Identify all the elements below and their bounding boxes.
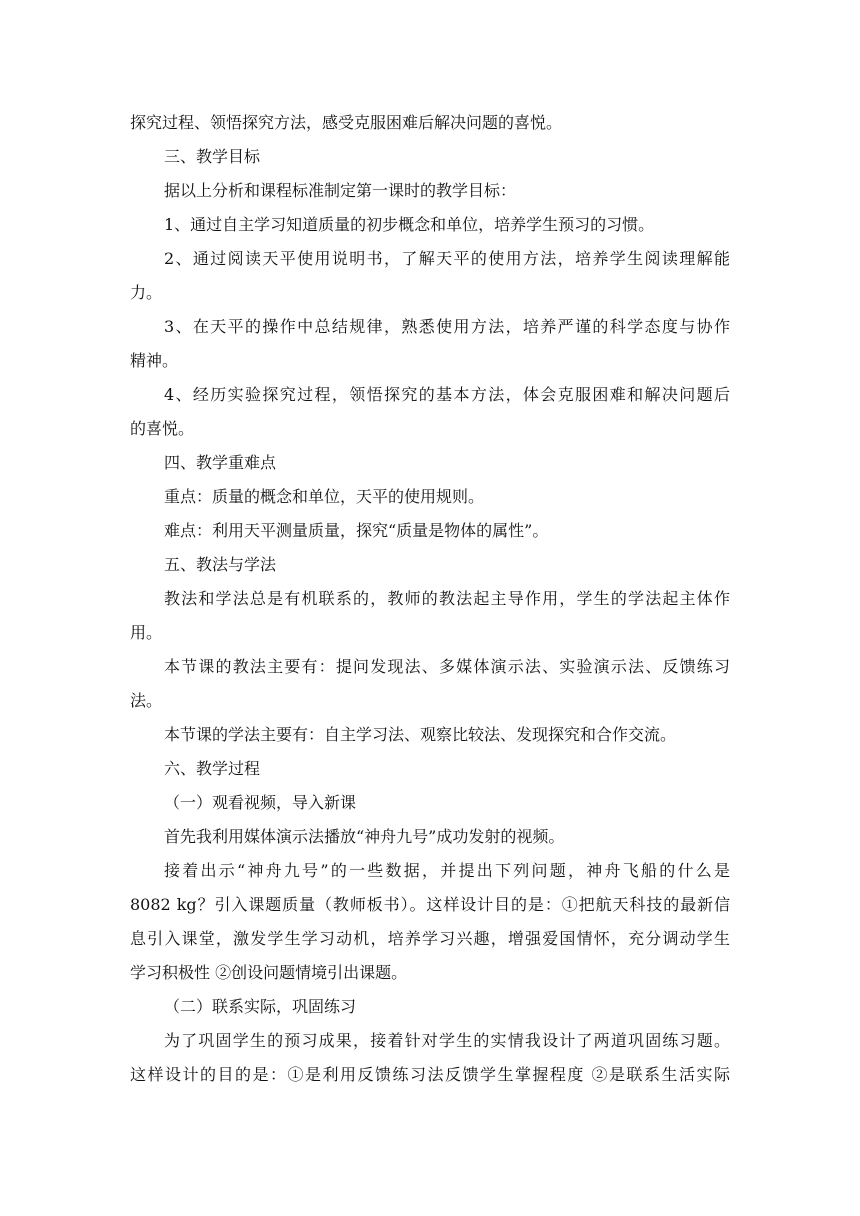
section-heading-methods: 五、教法与学法 [164,555,277,574]
paragraph-line: 息引入课堂，激发学生学习动机，培养学习兴趣，增强爱国情怀，充分调动学生 [130,929,730,948]
paragraph-line: 8082 kg？引入课题质量（教师板书）。这样设计目的是：①把航天科技的最新信 [130,895,730,914]
key-point: 重点：质量的概念和单位，天平的使用规则。 [164,487,485,506]
subsection-heading-video: （一）观看视频，导入新课 [164,793,357,812]
paragraph-line: 教法和学法总是有机联系的，教师的教法起主导作用，学生的学法起主体作 [164,589,730,608]
paragraph-line: 探究过程、领悟探究方法，感受克服困难后解决问题的喜悦。 [130,113,563,132]
paragraph-line: 本节课的学法主要有：自主学习法、观察比较法、发现探究和合作交流。 [164,725,677,744]
document-body [130,106,730,1092]
paragraph-line: 法。 [130,691,163,710]
goal-item-3-continued: 精神。 [130,351,179,370]
paragraph-line: 接着出示“神舟九号”的一些数据，并提出下列问题，神舟飞船的什么是 [164,861,730,880]
goal-item-4-continued: 的喜悦。 [130,419,195,438]
paragraph-line: 据以上分析和课程标准制定第一课时的教学目标： [164,181,517,200]
paragraph-line: 本节课的教法主要有：提问发现法、多媒体演示法、实验演示法、反馈练习 [164,657,730,676]
section-heading-key-points: 四、教学重难点 [164,453,277,472]
goal-item-3: 3、在天平的操作中总结规律，熟悉使用方法，培养严谨的科学态度与协作 [164,317,730,336]
difficult-point: 难点：利用天平测量质量，探究“质量是物体的属性”。 [164,521,549,540]
paragraph-line: 这样设计的目的是：①是利用反馈练习法反馈学生掌握程度 ②是联系生活实际 [130,1065,730,1084]
goal-item-1: 1、通过自主学习知道质量的初步概念和单位，培养学生预习的习惯。 [164,215,655,234]
goal-item-2-continued: 力。 [130,283,163,302]
section-heading-process: 六、教学过程 [164,759,261,778]
paragraph-line: 首先我利用媒体演示法播放“神舟九号”成功发射的视频。 [164,827,565,846]
section-heading-teaching-goals: 三、教学目标 [164,147,261,166]
goal-item-2: 2、通过阅读天平使用说明书，了解天平的使用方法，培养学生阅读理解能 [164,249,730,268]
goal-item-4: 4、经历实验探究过程，领悟探究的基本方法，体会克服困难和解决问题后 [164,385,730,404]
paragraph-line: 为了巩固学生的预习成果，接着针对学生的实情我设计了两道巩固练习题。 [164,1031,730,1050]
paragraph-line: 用。 [130,623,163,642]
subsection-heading-practice: （二）联系实际，巩固练习 [164,997,357,1016]
paragraph-line: 学习积极性 ②创设问题情境引出课题。 [130,963,408,982]
